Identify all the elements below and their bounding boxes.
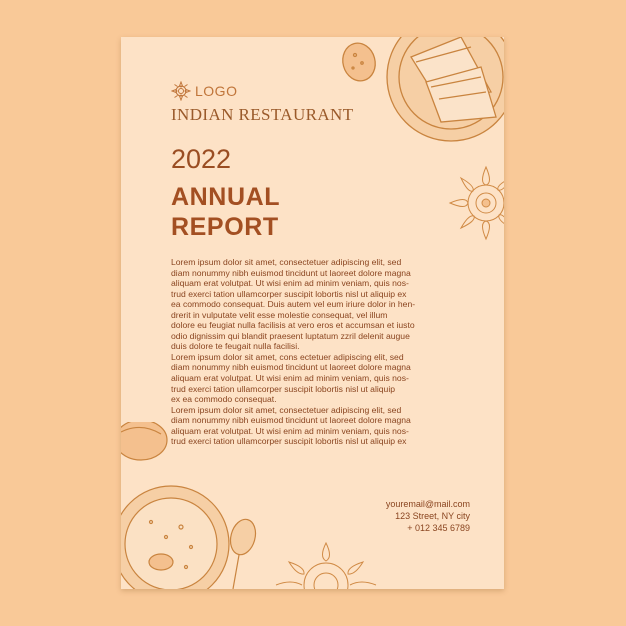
report-title-line-1: ANNUAL xyxy=(171,183,281,211)
contact-phone: + 012 345 6789 xyxy=(407,523,470,533)
report-year: 2022 xyxy=(171,144,232,174)
body-text xyxy=(171,257,437,447)
body-line: diam nonummy nibh euismod tincidunt ut laoreet dolore magna xyxy=(171,362,411,373)
body-line: trud exerci tation ullamcorper suscipit lobortis nisl ut aliquip xyxy=(171,383,396,394)
restaurant-name: INDIAN RESTAURANT xyxy=(171,105,354,124)
body-line: Lorem ipsum dolor sit amet, consectetuer adipiscing elit, sed xyxy=(171,404,402,415)
body-line: odio dignissim qui blandit praesent luptatum zzril delenit augue xyxy=(171,330,410,341)
rice-bowl-illustration xyxy=(121,422,241,589)
spoon-illustration xyxy=(221,515,271,589)
report-title xyxy=(171,182,391,242)
body-line: trud exerci tation ullamcorper suscipit lobortis nisl ut aliquip ex xyxy=(171,288,407,299)
body-line: ex ea commodo consequat. xyxy=(171,394,277,405)
body-line: diam nonummy nibh euismod tincidunt ut laoreet dolore magna xyxy=(171,415,411,426)
body-line: Lorem ipsum dolor sit amet, cons ectetuer adipiscing elit, sed xyxy=(171,351,404,362)
body-line: aliquam erat volutpat. Ut wisi enim ad minim veniam, quis nos- xyxy=(171,278,409,289)
report-cover-page xyxy=(121,37,504,589)
mandala-logo-icon xyxy=(171,81,191,101)
mandala-illustration xyxy=(431,155,504,255)
contact-info xyxy=(386,498,470,534)
body-line: ea commodo consequat. Duis autem vel eum iriure dolor in hen- xyxy=(171,299,416,310)
body-line: drerit in vulputate velit esse molestie consequat, vel illum xyxy=(171,309,388,320)
contact-email: youremail@mail.com xyxy=(385,499,470,509)
body-line: duis dolore te feugait nulla facilisi. xyxy=(171,341,300,352)
contact-address: 123 Street, NY city xyxy=(395,511,470,521)
logo-label: LOGO xyxy=(195,83,238,99)
body-line: diam nonummy nibh euismod tincidunt ut laoreet dolore magna xyxy=(171,267,411,278)
body-line: aliquam erat volutpat. Ut wisi enim ad minim veniam, quis nos- xyxy=(171,373,409,384)
body-line: aliquam erat volutpat. Ut wisi enim ad minim veniam, quis nos- xyxy=(171,425,409,436)
report-title-line-2: REPORT xyxy=(171,213,279,241)
logo xyxy=(171,81,237,101)
body-line: Lorem ipsum dolor sit amet, consectetuer adipiscing elit, sed xyxy=(171,257,402,267)
bottom-mandala-illustration xyxy=(271,537,381,589)
samosa-plate-illustration xyxy=(331,37,504,147)
body-line: dolore eu feugiat nulla facilisis at vero eros et accumsan et iusto xyxy=(171,320,415,331)
body-line: trud exerci tation ullamcorper suscipit lobortis nisl ut aliquip ex xyxy=(171,436,407,447)
